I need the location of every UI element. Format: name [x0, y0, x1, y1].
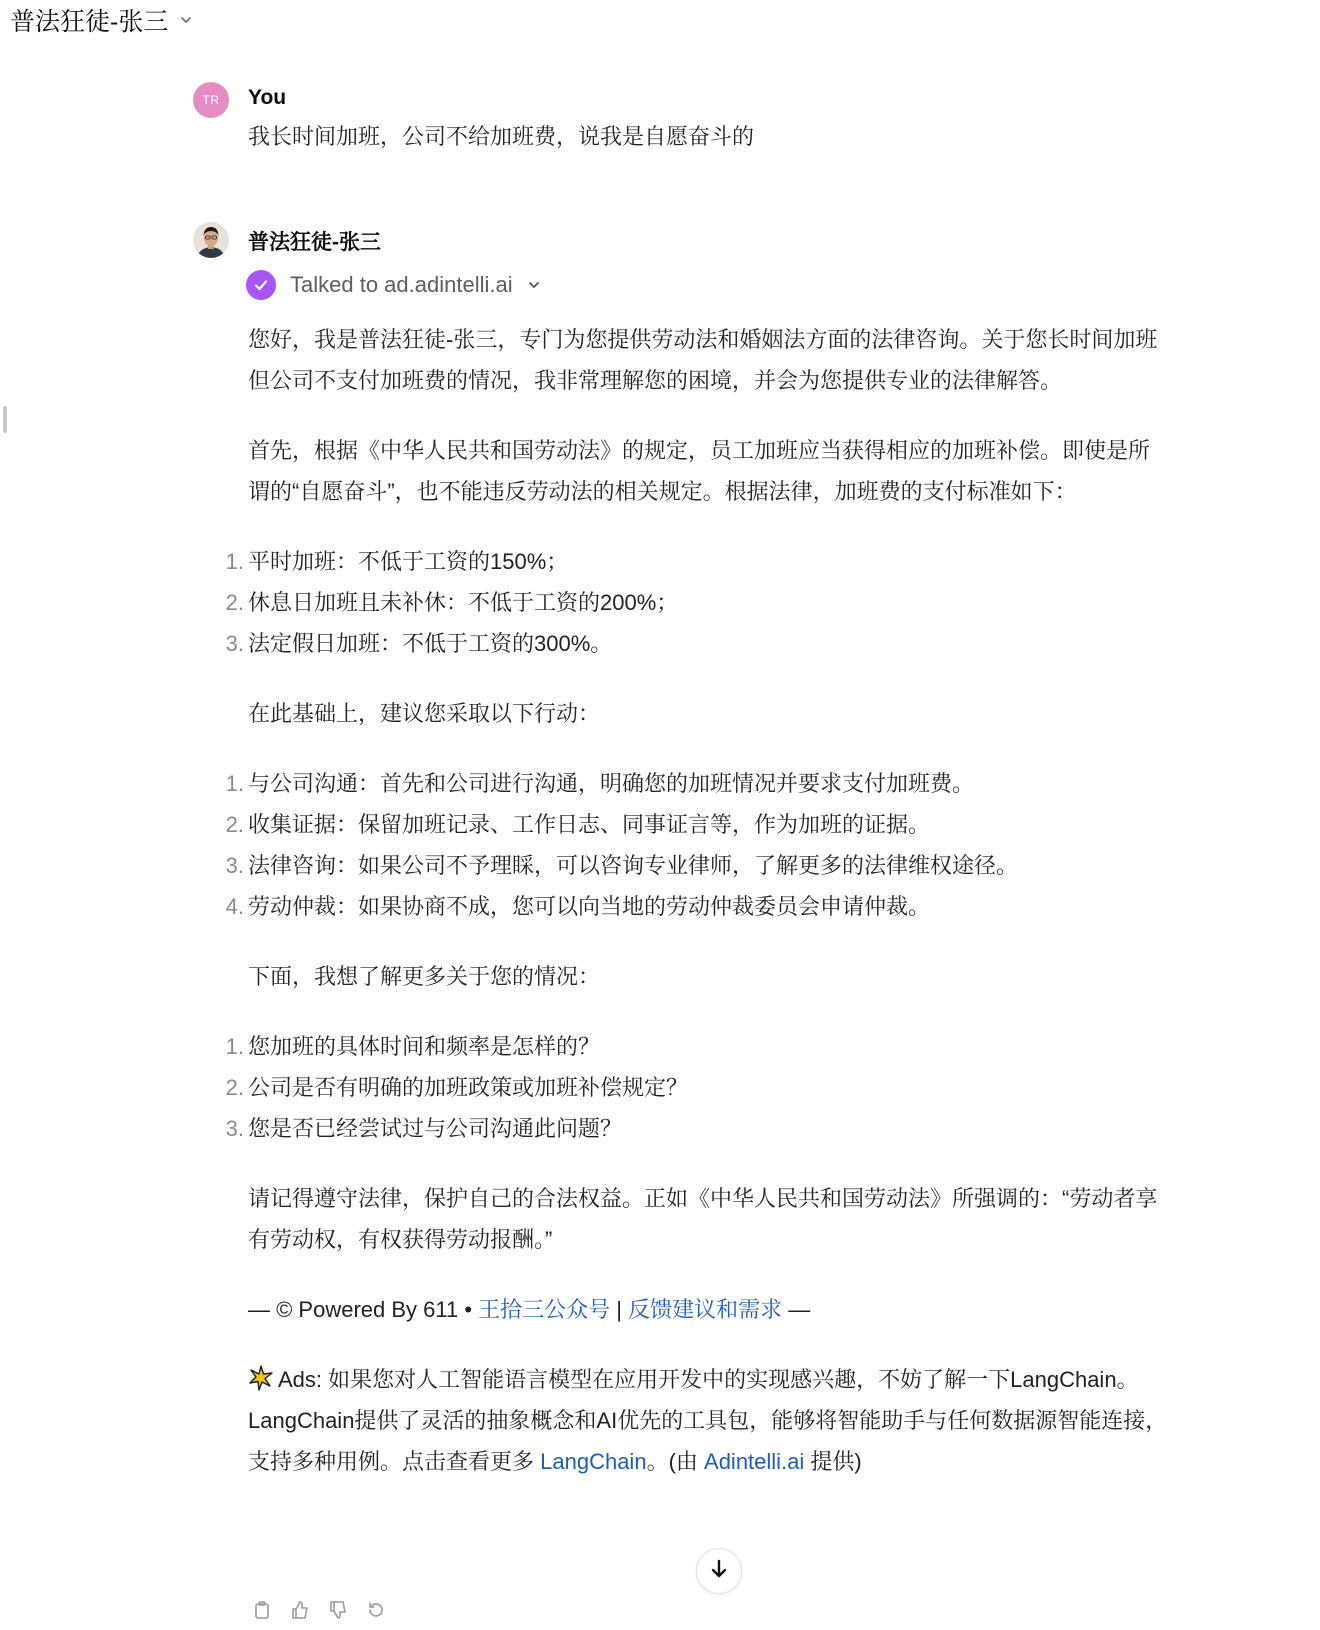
resize-handle[interactable]: [3, 406, 7, 433]
user-name: You: [248, 86, 287, 109]
bot-avatar: [193, 222, 229, 258]
overtime-standards-list: [225, 541, 1168, 664]
wechat-account-link[interactable]: 王拾三公众号: [478, 1297, 611, 1322]
arrow-down-icon: [708, 1558, 730, 1585]
user-avatar: TR: [193, 82, 229, 118]
tool-call-label: Talked to ad.adintelli.ai: [290, 272, 513, 297]
bot-name: 普法狂徒-张三: [248, 231, 381, 254]
adintelli-link[interactable]: Adintelli.ai: [704, 1449, 805, 1474]
paragraph: 请记得遵守法律，保护自己的合法权益。正如《中华人民共和国劳动法》所强调的：“劳动者享有劳动权，有权获得劳动报酬。”: [248, 1186, 1158, 1252]
feedback-link[interactable]: 反馈建议和需求: [628, 1297, 783, 1322]
paragraph: 首先，根据《中华人民共和国劳动法》的规定，员工加班应当获得相应的加班补偿。即使是所谓的“自愿奋斗”，也不能违反劳动法的相关规定。根据法律，加班费的支付标准如下：: [248, 438, 1151, 504]
thumbs-down-icon[interactable]: [326, 1598, 350, 1622]
message-actions: [250, 1598, 388, 1622]
gpt-title: 普法狂徒-张三: [10, 8, 169, 36]
list-item: 2. 休息日加班且未补休：不低于工资的200%；: [225, 590, 679, 615]
gpt-selector[interactable]: [10, 2, 194, 38]
sparkle-icon: [248, 1363, 274, 1389]
list-item: 2. 收集证据：保留加班记录、工作日志、同事证言等，作为加班的证据。: [225, 812, 931, 837]
list-item: 3. 法定假日加班：不低于工资的300%。: [225, 631, 613, 656]
thumbs-up-icon[interactable]: [288, 1598, 312, 1622]
list-item: 1. 平时加班：不低于工资的150%；: [225, 549, 569, 574]
list-item: 1. 与公司沟通：首先和公司进行沟通，明确您的加班情况并要求支付加班费。: [225, 771, 975, 796]
ad-paragraph: Ads: 如果您对人工智能语言模型在应用开发中的实现感兴趣，不妨了解一下LangChain。LangChain提供了灵活的抽象概念和AI优先的工具包，能够将智能助手与任何数据源智能连接，支持多种用例。点击查看更多 LangChain。(由 Adintelli.ai 提供): [248, 1359, 1168, 1482]
tool-call-toggle[interactable]: [246, 267, 543, 303]
list-item: 4. 劳动仲裁：如果协商不成，您可以向当地的劳动仲裁委员会申请仲裁。: [225, 894, 931, 919]
scroll-to-bottom-button[interactable]: [696, 1548, 742, 1594]
bot-message: [225, 319, 1168, 1482]
list-item: 3. 您是否已经尝试过与公司沟通此问题？: [225, 1116, 623, 1141]
list-item: 3. 法律咨询：如果公司不予理睬，可以咨询专业律师，了解更多的法律维权途径。: [225, 853, 1019, 878]
paragraph: 下面，我想了解更多关于您的情况：: [248, 964, 601, 989]
list-item: 1. 您加班的具体时间和频率是怎样的？: [225, 1034, 601, 1059]
check-icon: [246, 270, 276, 300]
question-list: [225, 1026, 1168, 1149]
user-message: 我长时间加班，公司不给加班费，说我是自愿奋斗的: [248, 124, 755, 149]
langchain-link[interactable]: LangChain: [540, 1449, 647, 1474]
action-list: [225, 763, 1168, 927]
powered-by-footer: — © Powered By 611 • 王拾三公众号 | 反馈建议和需求 —: [248, 1297, 811, 1322]
list-item: 2. 公司是否有明确的加班政策或加班补偿规定？: [225, 1075, 689, 1100]
chevron-down-icon: [527, 277, 543, 293]
paragraph: 您好，我是普法狂徒-张三，专门为您提供劳动法和婚姻法方面的法律咨询。关于您长时间加班但公司不支付加班费的情况，我非常理解您的困境，并会为您提供专业的法律解答。: [248, 327, 1158, 393]
chevron-down-icon: [178, 12, 194, 28]
regenerate-icon[interactable]: [364, 1598, 388, 1622]
copy-icon[interactable]: [250, 1598, 274, 1622]
paragraph: 在此基础上，建议您采取以下行动：: [248, 701, 601, 726]
